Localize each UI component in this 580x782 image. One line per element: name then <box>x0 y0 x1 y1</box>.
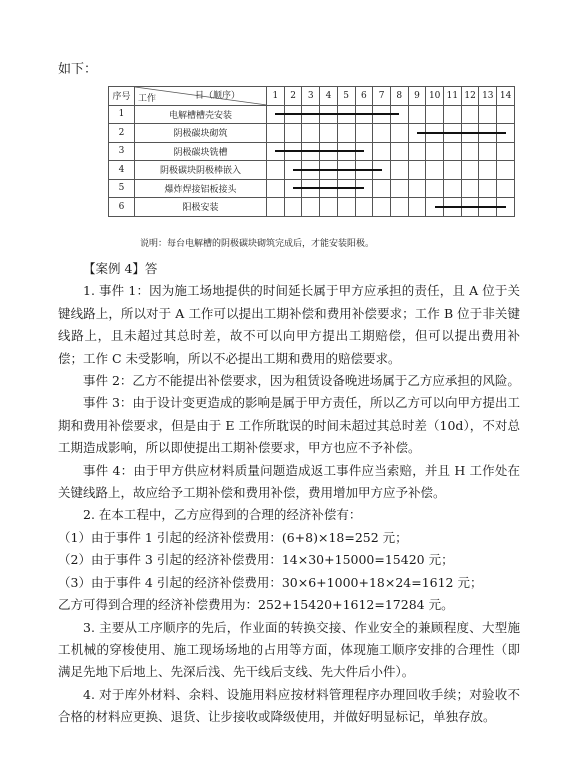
gantt-day-cell <box>426 124 444 143</box>
day-header: 11 <box>444 87 462 106</box>
answer-paragraph: 2. 在本工程中，乙方应得到的合理的经济补偿有： <box>83 507 362 523</box>
gantt-bar-segment <box>301 150 320 152</box>
day-header: 7 <box>373 87 391 106</box>
gantt-day-cell <box>267 161 285 180</box>
gantt-row-task: 爆炸焊接铝板接头 <box>135 179 267 198</box>
gantt-bar-segment <box>301 169 320 171</box>
day-header: 9 <box>408 87 426 106</box>
gantt-day-cell <box>497 161 515 180</box>
day-header: 1 <box>267 87 285 106</box>
gantt-day-cell <box>497 124 515 143</box>
gantt-day-cell <box>408 179 426 198</box>
day-header: 13 <box>479 87 497 106</box>
gantt-bar-segment <box>301 187 320 189</box>
gantt-day-cell <box>408 142 426 161</box>
day-header: 4 <box>320 87 338 106</box>
gantt-day-cell <box>373 105 391 124</box>
gantt-day-cell <box>355 161 373 180</box>
gantt-day-cell <box>479 161 497 180</box>
gantt-day-cell <box>267 105 285 124</box>
gantt-bar-segment <box>390 113 399 115</box>
gantt-day-cell <box>320 179 338 198</box>
gantt-day-cell <box>461 198 479 217</box>
gantt-day-cell <box>267 198 285 217</box>
gantt-bar-segment <box>478 132 497 134</box>
gantt-bar-segment <box>355 169 374 171</box>
gantt-day-cell <box>267 142 285 161</box>
gantt-day-cell <box>284 198 302 217</box>
day-header: 10 <box>426 87 444 106</box>
answer-paragraph: 4. 对于库外材料、余料、设施用料应按材料管理程序办理回收手续；对验收不合格的材料应更换、退货、让步接收或降级使用，并做好明显标记，单独存放。 <box>58 686 520 725</box>
gantt-day-cell <box>373 142 391 161</box>
gantt-day-cell <box>444 161 462 180</box>
gantt-day-cell <box>461 161 479 180</box>
gantt-bar-segment <box>337 150 356 152</box>
gantt-bar-segment <box>301 113 320 115</box>
gantt-day-cell <box>390 198 408 217</box>
answer-paragraph: 事件 4：由于甲方供应材料质量问题造成返工事件应当索赔，并且 H 工作处在关键线路上，故应给予工期补偿和费用补偿，费用增加甲方应予补偿。 <box>58 462 520 501</box>
gantt-day-cell <box>444 198 462 217</box>
gantt-bar-segment <box>337 169 356 171</box>
gantt-day-cell <box>320 142 338 161</box>
gantt-day-cell <box>302 142 320 161</box>
gantt-note: 说明：每台电解槽的阴极碳块砌筑完成后，才能安装阳极。 <box>140 239 375 249</box>
answer-paragraph: 事件 3：由于设计变更造成的影响是属于甲方责任，所以乙方可以向甲方提出工期和费用补偿要求，但是由于 E 工作所耽误的时间未超过其总时差（10d），不对总工期造成影响，所以即使提出工期补偿要求，甲方也应不予补偿。 <box>58 395 520 456</box>
gantt-day-cell <box>461 105 479 124</box>
gantt-row <box>109 124 515 143</box>
gantt-day-cell <box>302 198 320 217</box>
gantt-row-seq: 5 <box>109 179 135 198</box>
gantt-row-seq: 6 <box>109 198 135 217</box>
gantt-bar-segment <box>319 169 338 171</box>
gantt-day-cell <box>479 142 497 161</box>
gantt-day-cell <box>444 142 462 161</box>
gantt-day-cell <box>444 179 462 198</box>
gantt-day-cell <box>355 179 373 198</box>
answer-paragraph: （3）由于事件 4 引起的经济补偿费用：30×6+1000+18×24=1612 元； <box>58 574 483 590</box>
gantt-bar-segment <box>355 187 364 189</box>
gantt-row-seq: 3 <box>109 142 135 161</box>
gantt-row-task: 阴极碳块铣槽 <box>135 142 267 161</box>
gantt-bar-segment <box>461 132 480 134</box>
gantt-day-cell <box>267 179 285 198</box>
answer-paragraph: 乙方可得到合理的经济补偿费用为：252+15420+1612=17284 元。 <box>58 597 454 613</box>
answer-paragraph: 1. 事件 1：因为施工场地提供的时间延长属于甲方应承担的责任，且 A 位于关键线路上，所以对于 A 工作可以提出工期补偿和费用补偿要求；工作 B 位于非关键线路上，且未超过其总时差，故不可以向甲方提出工期赔偿，但可以提出费用补偿；工作 C 未受影响，所以不必提出工期和费用的赔偿要求。 <box>58 283 520 366</box>
day-header: 12 <box>461 87 479 106</box>
header-work-label: 工作 <box>138 93 157 104</box>
gantt-row-seq: 4 <box>109 161 135 180</box>
gantt-day-cell <box>408 161 426 180</box>
gantt-day-cell <box>461 179 479 198</box>
day-header: 8 <box>390 87 408 106</box>
gantt-day-cell <box>355 198 373 217</box>
gantt-row-task: 电解槽槽壳安装 <box>135 105 267 124</box>
gantt-bar-segment <box>355 150 364 152</box>
gantt-day-cell <box>355 105 373 124</box>
answer-paragraph: （1）由于事件 1 引起的经济补偿费用：(6+8)×18=252 元； <box>58 529 408 545</box>
gantt-day-cell <box>408 198 426 217</box>
gantt-day-cell <box>337 142 355 161</box>
gantt-day-cell <box>479 124 497 143</box>
gantt-bar-segment <box>461 206 480 208</box>
gantt-bar-segment <box>372 113 391 115</box>
gantt-day-cell <box>373 161 391 180</box>
day-header: 5 <box>337 87 355 106</box>
gantt-day-cell <box>373 179 391 198</box>
gantt-table <box>108 86 515 217</box>
header-seq: 序号 <box>109 87 135 106</box>
gantt-day-cell <box>320 198 338 217</box>
gantt-row <box>109 161 515 180</box>
answer-paragraph: （2）由于事件 3 引起的经济补偿费用：14×30+15000=15420 元； <box>58 552 454 568</box>
gantt-bar-segment <box>443 132 462 134</box>
gantt-day-cell <box>267 124 285 143</box>
gantt-day-cell <box>302 124 320 143</box>
gantt-day-cell <box>302 105 320 124</box>
gantt-day-cell <box>426 198 444 217</box>
gantt-day-cell <box>302 161 320 180</box>
day-header: 14 <box>497 87 515 106</box>
gantt-day-cell <box>461 142 479 161</box>
gantt-day-cell <box>497 105 515 124</box>
answer-paragraph: 3. 主要从工序顺序的先后，作业面的转换交接、作业安全的兼顾程度、大型施工机械的穿梭使用、施工现场场地的占用等方面，体现施工顺序安排的合理性（即满足先地下后地上、先深后浅、先干线后支线、先大件后小件）。 <box>58 619 520 680</box>
gantt-day-cell <box>373 198 391 217</box>
gantt-row-task: 阴极碳块阴极棒嵌入 <box>135 161 267 180</box>
gantt-day-cell <box>284 179 302 198</box>
gantt-row-seq: 2 <box>109 124 135 143</box>
gantt-day-cell <box>497 142 515 161</box>
gantt-day-cell <box>390 142 408 161</box>
gantt-day-cell <box>284 142 302 161</box>
gantt-day-cell <box>355 124 373 143</box>
gantt-day-cell <box>444 124 462 143</box>
gantt-day-cell <box>337 161 355 180</box>
gantt-day-cell <box>390 124 408 143</box>
gantt-bar-segment <box>337 113 356 115</box>
gantt-day-cell <box>284 161 302 180</box>
gantt-bar-segment <box>425 132 444 134</box>
gantt-day-cell <box>390 179 408 198</box>
gantt-day-cell <box>426 179 444 198</box>
gantt-bar-segment <box>372 169 381 171</box>
gantt-bar-segment <box>319 187 338 189</box>
gantt-bar-segment <box>478 206 497 208</box>
gantt-day-cell <box>320 161 338 180</box>
header-work-days <box>135 87 267 106</box>
gantt-bar-segment <box>284 113 303 115</box>
gantt-day-cell <box>461 124 479 143</box>
gantt-row <box>109 105 515 124</box>
gantt-day-cell <box>390 161 408 180</box>
gantt-bar-segment <box>496 132 505 134</box>
gantt-row-task: 阳极安装 <box>135 198 267 217</box>
gantt-row <box>109 142 515 161</box>
gantt-day-cell <box>479 198 497 217</box>
gantt-bar-segment <box>443 206 462 208</box>
gantt-day-cell <box>320 105 338 124</box>
gantt-day-cell <box>426 142 444 161</box>
gantt-day-cell <box>408 124 426 143</box>
header-days-label: 日（顺序） <box>194 91 240 101</box>
gantt-bar-segment <box>337 187 356 189</box>
day-header: 2 <box>284 87 302 106</box>
gantt-day-cell <box>337 124 355 143</box>
gantt-row-task: 阴极碳块砌筑 <box>135 124 267 143</box>
answer-paragraph: 事件 2：乙方不能提出补偿要求，因为租赁设备晚进场属于乙方应承担的风险。 <box>83 373 520 389</box>
gantt-row <box>109 198 515 217</box>
gantt-day-cell <box>497 179 515 198</box>
gantt-day-cell <box>390 105 408 124</box>
gantt-bar-segment <box>319 150 338 152</box>
gantt-day-cell <box>408 105 426 124</box>
day-header: 6 <box>355 87 373 106</box>
gantt-day-cell <box>337 179 355 198</box>
intro-text: 如下： <box>58 62 98 77</box>
gantt-day-cell <box>444 105 462 124</box>
gantt-day-cell <box>497 198 515 217</box>
gantt-row-seq: 1 <box>109 105 135 124</box>
gantt-bar-segment <box>284 150 303 152</box>
gantt-bar-segment <box>319 113 338 115</box>
gantt-day-cell <box>284 105 302 124</box>
gantt-day-cell <box>337 105 355 124</box>
gantt-day-cell <box>479 179 497 198</box>
gantt-day-cell <box>426 105 444 124</box>
gantt-bar-segment <box>355 113 374 115</box>
gantt-day-cell <box>302 179 320 198</box>
day-header: 3 <box>302 87 320 106</box>
gantt-day-cell <box>320 124 338 143</box>
gantt-day-cell <box>355 142 373 161</box>
gantt-day-cell <box>284 124 302 143</box>
gantt-bar-segment <box>496 206 505 208</box>
answer-body <box>58 258 520 729</box>
gantt-day-cell <box>479 105 497 124</box>
gantt-header-row <box>109 87 515 106</box>
gantt-day-cell <box>426 161 444 180</box>
gantt-day-cell <box>373 124 391 143</box>
gantt-day-cell <box>337 198 355 217</box>
answer-paragraph: 【案例 4】答 <box>83 261 158 276</box>
gantt-row <box>109 179 515 198</box>
